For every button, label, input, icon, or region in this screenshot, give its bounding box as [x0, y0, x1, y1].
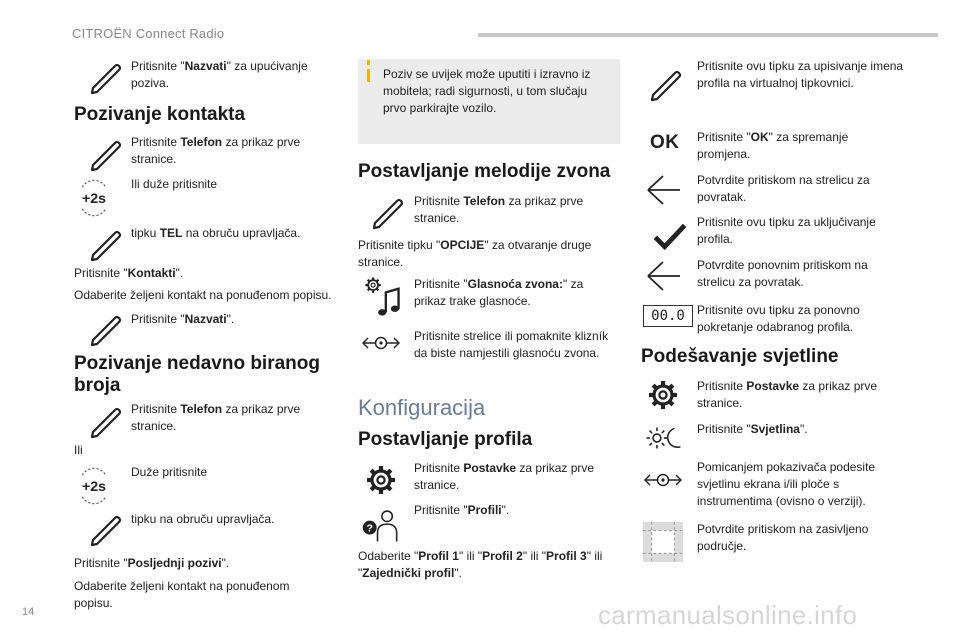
step-volume: Pritisnite "Glasnoća zvona:" za prikaz trake glasnoće. [414, 277, 584, 308]
or-label: Ili [74, 443, 83, 457]
step-phone-2: Pritisnite Telefon za prikaz prve stranice. [131, 402, 301, 433]
step-brightness: Pritisnite "Svjetlina". [697, 422, 808, 436]
pen-icon [86, 132, 126, 172]
step-long-press-2: Duže pritisnite [131, 465, 208, 479]
step-call: Pritisnite "Nazvati" za upućivanje poziva. [131, 59, 308, 90]
press-contacts: Pritisnite "Kontakti". [74, 266, 184, 280]
back-arrow-icon [643, 170, 683, 210]
heading-contact: Pozivanje kontakta [74, 104, 246, 125]
heading-recent: Pozivanje nedavno biranog broja [74, 353, 320, 396]
page-number: 14 [22, 606, 35, 618]
grey-area-icon [643, 522, 689, 568]
pen-icon [86, 55, 126, 95]
step-back: Potvrdite pritiskom na strelicu za povratak. [697, 173, 870, 204]
ringtone-volume-icon [364, 276, 408, 320]
step-settings: Pritisnite Postavke za prikaz prve stranice. [697, 379, 878, 410]
svg-text:?: ? [366, 523, 373, 535]
heading-brightness: Podešavanje svjetline [641, 346, 839, 367]
ok-icon: OK [650, 132, 680, 153]
heading-ringtone: Postavljanje melodije zvona [358, 161, 611, 182]
gear-icon [361, 460, 401, 500]
choose-profile: Odaberite "Profil 1" ili "Profil 2" ili "Profil 3" ili "Zajednički profil". [358, 549, 603, 580]
long-press-icon [74, 178, 122, 218]
slider-icon [643, 460, 687, 500]
heading-profile: Postavljanje profila [358, 429, 533, 450]
long-press-icon [74, 466, 122, 506]
step-enable: Pritisnite ovu tipku za uključivanje profila. [697, 215, 876, 246]
brightness-icon [643, 418, 689, 458]
info-icon [367, 60, 370, 65]
info-icon-bar [367, 69, 370, 82]
step-call-2: Pritisnite "Nazvati". [131, 312, 235, 326]
pen-icon [86, 507, 126, 547]
checkmark-icon [650, 216, 680, 246]
plus2s-label: +2s [81, 191, 107, 207]
step-settings: Pritisnite Postavke za prikaz prve stranice. [414, 461, 595, 492]
pen-icon [86, 222, 126, 262]
press-options: Pritisnite tipku "OPCIJE" za otvaranje druge stranice. [358, 238, 592, 269]
gear-icon [643, 375, 683, 415]
heading-configuration: Konfiguracija [358, 395, 486, 420]
step-wheel: tipku na obruču upravljača. [131, 512, 275, 526]
info-note-text: Poziv se uvijek može uputiti i izravno iz mobitela; radi sigurnosti, u tom slučaju prvo parkirajte vozilo. [383, 67, 591, 115]
reset-counter-icon: 00.0 [643, 305, 693, 327]
plus2s-label: +2s [81, 479, 107, 495]
slider-icon [361, 323, 405, 363]
step-phone: Pritisnite Telefon za prikaz prve stranice. [131, 135, 301, 166]
step-slider: Pritisnite strelice ili pomaknite klizník da biste namjestili glasnoću zvona. [414, 329, 609, 360]
choose-contact: Odaberite željeni kontakt na ponuđenom popisu. [74, 288, 332, 302]
header-title: CITROËN Connect Radio [72, 26, 225, 41]
pen-icon [86, 399, 126, 439]
step-profiles: Pritisnite "Profili". [414, 503, 510, 517]
info-note [358, 59, 620, 144]
choose-contact-2: Odaberite željeni kontakt na ponuđenom popisu. [74, 579, 290, 610]
pen-icon [368, 190, 408, 230]
step-back-2: Potvrdite ponovnim pritiskom na strelicu za povratak. [697, 258, 868, 289]
step-tel: tipku TEL na obruču upravljača. [131, 226, 301, 240]
pen-icon [86, 307, 126, 347]
profile-icon [361, 505, 407, 543]
step-cursor: Pomicanjem pokazivača podesite svjetlinu ekrana i/ili ploče s instrumentima (ovisno o verziji). [697, 460, 876, 508]
step-name: Pritisnite ovu tipku za upisivanje imena profila na virtualnoj tipkovnici. [697, 59, 904, 90]
step-confirm: Potvrdite pritiskom na zasivljeno područje. [697, 522, 869, 553]
pen-icon [646, 62, 686, 102]
header-rule [478, 33, 938, 37]
back-arrow-icon [643, 256, 683, 296]
watermark: carmanualsonline.info [598, 600, 858, 630]
step-reset: Pritisnite ovu tipku za ponovno pokretanje odabranog profila. [697, 303, 860, 334]
step-ok: Pritisnite "OK" za spremanje promjena. [697, 130, 849, 161]
step-phone: Pritisnite Telefon za prikaz prve stranice. [414, 194, 584, 225]
press-recent: Pritisnite "Posljednji pozivi". [74, 556, 230, 570]
step-long-press: Ili duže pritisnite [131, 177, 218, 191]
